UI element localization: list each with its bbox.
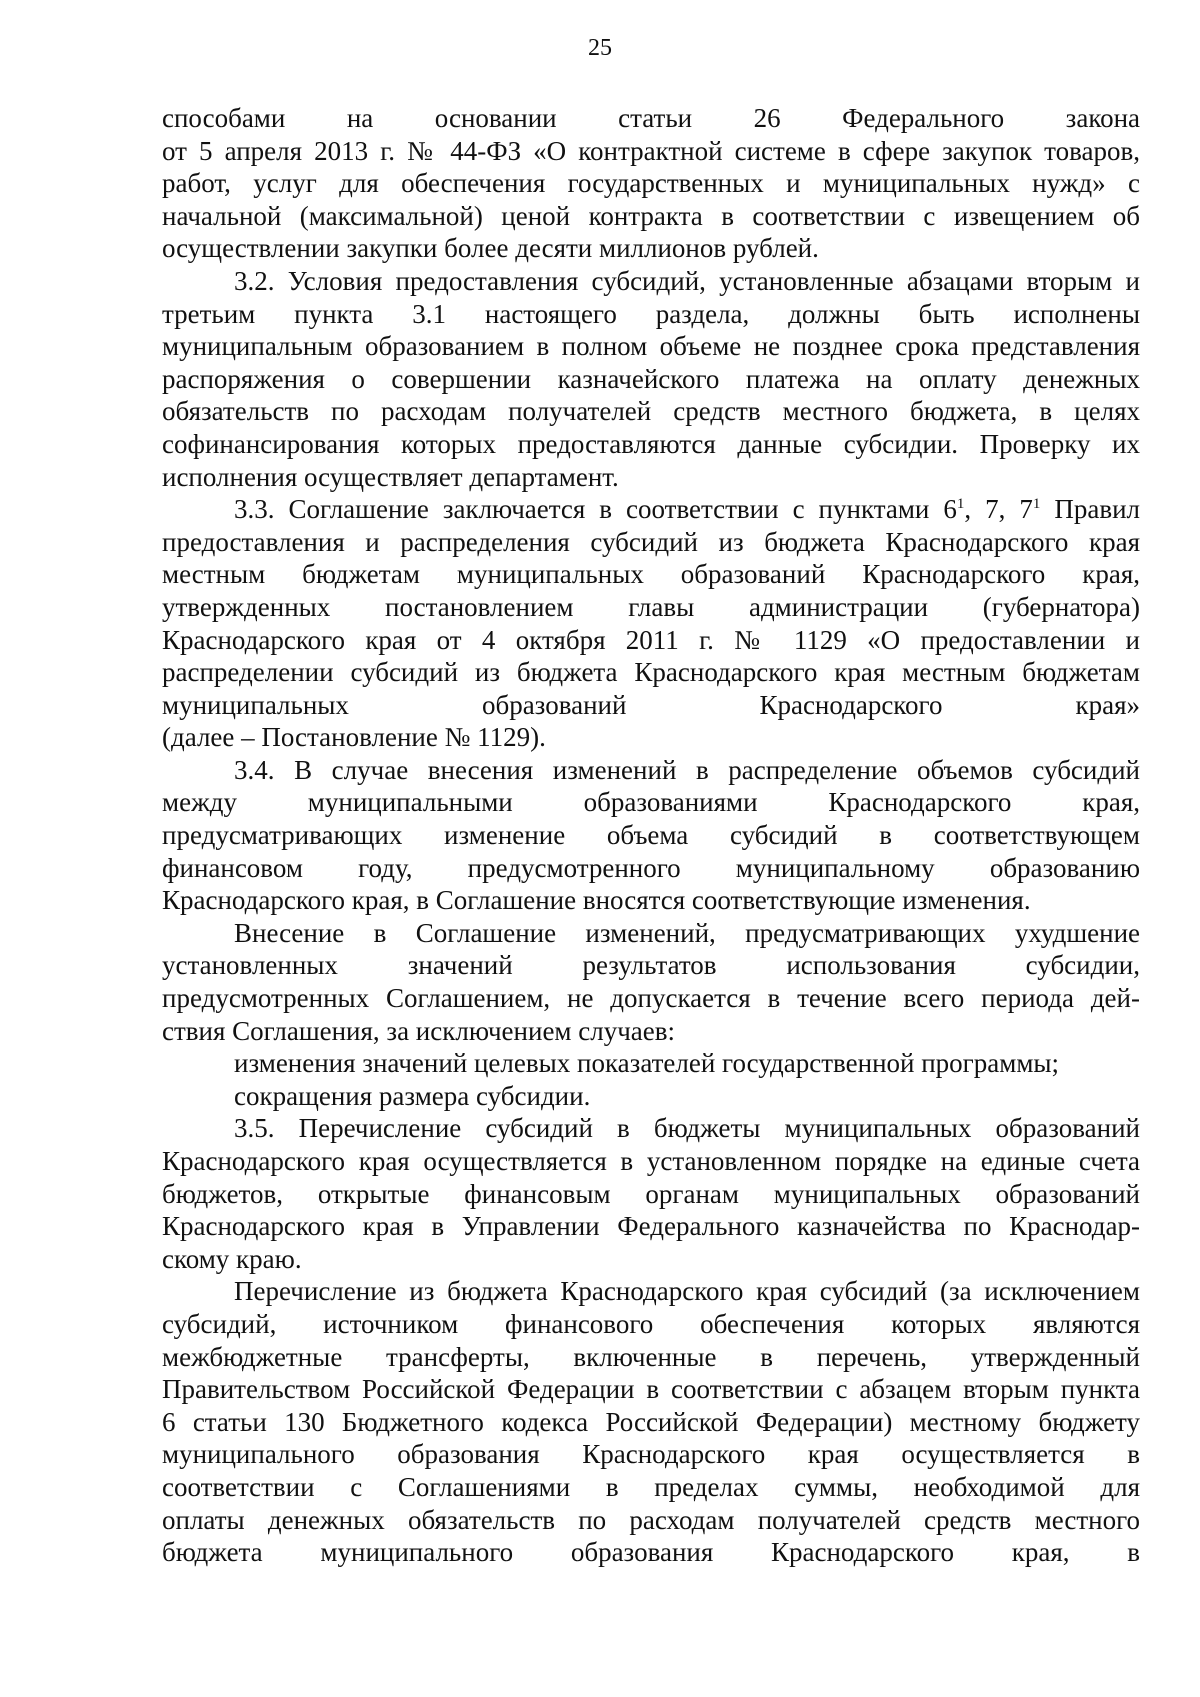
- page-number: 25: [588, 35, 612, 61]
- text-line: третьим пункта 3.1 настоящего раздела, должны быть исполнены: [162, 298, 1140, 329]
- text-line: Внесение в Соглашение изменений, предусматривающих ухудшение: [234, 917, 1140, 948]
- text-line: Краснодарского края в Управлении Федерального казначейства по Краснодар-: [162, 1211, 1140, 1242]
- text-line: установленных значений результатов использования субсидии,: [162, 950, 1140, 981]
- text-line: предусматривающих изменение объема субсидий в соответствующем: [162, 820, 1140, 851]
- text-line: Краснодарского края, в Соглашение вносятся соответствующие изменения.: [162, 885, 1031, 916]
- text-line: работ, услуг для обеспечения государственных и муниципальных нужд» с: [162, 168, 1140, 199]
- text-line: предусмотренных Соглашением, не допускается в течение всего периода дей-: [162, 983, 1140, 1014]
- text-line: субсидий, источником финансового обеспечения которых являются: [162, 1308, 1140, 1339]
- text-line: местным бюджетам муниципальных образований Краснодарского края,: [162, 559, 1140, 590]
- text-line: распределении субсидий из бюджета Краснодарского края местным бюджетам: [162, 657, 1140, 688]
- text-line: скому краю.: [162, 1243, 302, 1274]
- text-line: между муниципальными образованиями Краснодарского края,: [162, 787, 1140, 818]
- text-line: Краснодарского края осуществляется в установленном порядке на единые счета: [162, 1146, 1140, 1176]
- text-line: Краснодарского края от 4 октября 2011 г. № 1129 «О предоставлении и: [162, 624, 1140, 655]
- text-line: Правительством Российской Федерации в соответствии с абзацем вторым пункта: [162, 1374, 1140, 1405]
- text-line: предоставления и распределения субсидий из бюджета Краснодарского края: [162, 526, 1140, 557]
- text-line: обязательств по расходам получателей средств местного бюджета, в целях: [162, 396, 1140, 427]
- text-line: от 5 апреля 2013 г. № 44-ФЗ «О контрактной системе в сфере закупок товаров,: [162, 135, 1140, 166]
- text-line: сокращения размера субсидии.: [234, 1080, 591, 1111]
- text-line: муниципальным образованием в полном объеме не позднее срока представления: [162, 331, 1140, 362]
- text-line: распоряжения о совершении казначейского платежа на оплату денежных: [162, 363, 1140, 394]
- text-line: 3.3. Соглашение заключается в соответствии с пунктами $6^1$, 7, $7^1$ Правил: [234, 494, 1141, 525]
- text-line: соответствии с Соглашениями в пределах суммы, необходимой для: [162, 1471, 1140, 1502]
- text-line: бюджетов, открытые финансовым органам муниципальных образований: [162, 1178, 1140, 1209]
- text-line: изменения значений целевых показателей государственной программы;: [234, 1048, 1060, 1079]
- document-body: [162, 102, 1140, 1569]
- text-line: 3.5. Перечисление субсидий в бюджеты муниципальных образований: [234, 1113, 1140, 1144]
- text-line: утвержденных постановлением главы администрации (губернатора): [162, 591, 1140, 622]
- text-line: 3.4. В случае внесения изменений в распределение объемов субсидий: [234, 754, 1140, 785]
- text-line: ствия Соглашения, за исключением случаев:: [162, 1015, 676, 1046]
- text-line: 3.2. Условия предоставления субсидий, установленные абзацами вторым и: [234, 265, 1140, 296]
- text-line: исполнения осуществляет департамент.: [162, 461, 619, 492]
- text-line: муниципальных образований Краснодарского края»: [162, 689, 1140, 720]
- text-line: начальной (максимальной) ценой контракта в соответствии с извещением об: [162, 200, 1140, 231]
- text-line: (далее – Постановление № 1129).: [162, 722, 546, 753]
- text-line: способами на основании статьи 26 Федерального закона: [162, 103, 1140, 133]
- text-line: оплаты денежных обязательств по расходам получателей средств местного: [162, 1504, 1140, 1535]
- text-line: муниципального образования Краснодарского края осуществляется в: [162, 1439, 1140, 1470]
- text-line: Перечисление из бюджета Краснодарского края субсидий (за исключением: [234, 1276, 1140, 1307]
- text-line: осуществлении закупки более десяти миллионов рублей.: [162, 233, 819, 264]
- text-line: бюджета муниципального образования Краснодарского края, в: [162, 1537, 1140, 1568]
- text-line: финансовом году, предусмотренного муниципальному образованию: [162, 852, 1140, 883]
- text-line: 6 статьи 130 Бюджетного кодекса Российской Федерации) местному бюджету: [162, 1406, 1140, 1437]
- text-line: софинансирования которых предоставляются данные субсидии. Проверку их: [162, 428, 1140, 459]
- text-line: межбюджетные трансферты, включенные в перечень, утвержденный: [162, 1341, 1140, 1372]
